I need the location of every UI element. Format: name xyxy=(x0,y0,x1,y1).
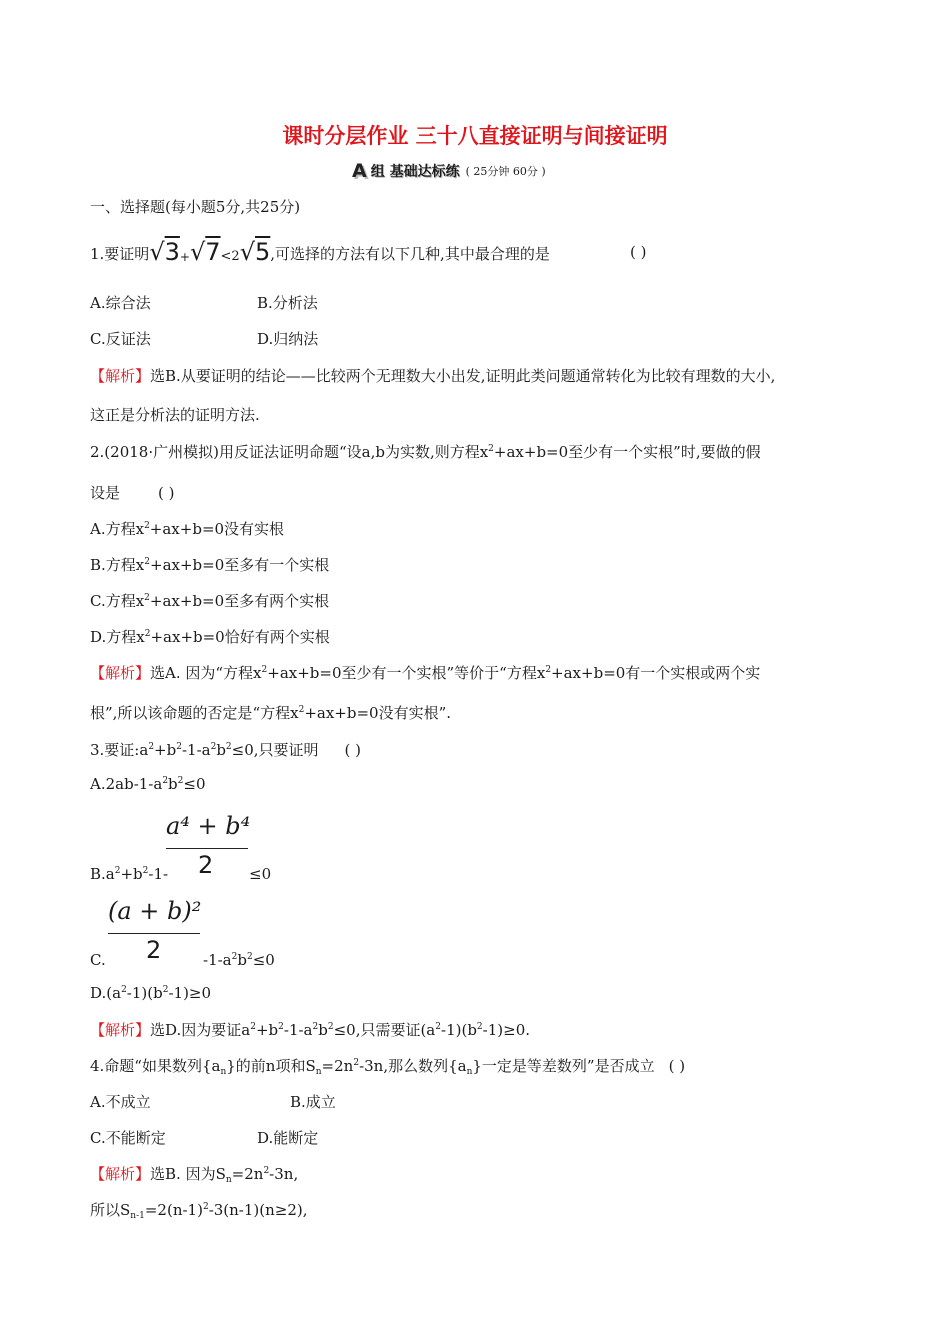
q4-explanation: 【解析】选B. 因为$S_n=2n^2-3n$, xyxy=(90,1165,299,1185)
q1-answer-bracket: ( ) xyxy=(630,243,647,261)
page-title: 课时分层作业 三十八直接证明与间接证明 xyxy=(282,124,668,148)
q3-b-fraction-denominator: 2 xyxy=(198,851,214,879)
group-badge: A xyxy=(352,160,367,182)
q1-suffix: ,可选择的方法有以下几种,其中最合理的是 xyxy=(270,245,550,263)
sqrt-7: √7 xyxy=(189,238,221,266)
jiexi-tag: 【解析】 xyxy=(90,664,151,682)
sqrt-3: √3 xyxy=(149,238,180,266)
question-3: 3.要证$:a^2+b^2-1-a^2b^2\le 0$,只要证明 ( ) xyxy=(90,741,362,759)
sqrt-5: √5 xyxy=(239,238,271,266)
q3-explanation: 【解析】选D.因为要证$a^2+b^2-1-a^2b^2\le 0$,只需要证$(a^2-1)(b^2-1)\ge 0$. xyxy=(90,1021,530,1039)
jiexi-tag: 【解析】 xyxy=(90,367,151,385)
section-heading: 一、选择题(每小题5分,共25分) xyxy=(90,198,301,216)
q4-option-d: D.能断定 xyxy=(257,1129,319,1147)
q2-option-b: B.方程$x^2+ax+b=0$至多有一个实根 xyxy=(90,556,330,574)
group-header xyxy=(352,160,546,182)
q3-b-fraction-numerator: a⁴ + b⁴ xyxy=(166,812,251,840)
q2-option-d: D.方程$x^2+ax+b=0$恰好有两个实根 xyxy=(90,628,330,646)
q1-option-d: D.归纳法 xyxy=(257,330,319,348)
question-1 xyxy=(90,240,550,264)
q3-option-d: $D.(a^2-1)(b^2-1)\ge 0$ xyxy=(90,984,212,1002)
jiexi-tag: 【解析】 xyxy=(90,1021,151,1039)
q2-option-a: A.方程$x^2+ax+b=0$没有实根 xyxy=(90,520,285,538)
q3-answer-bracket: ( ) xyxy=(344,741,362,759)
q2-answer-bracket: ( ) xyxy=(158,484,175,502)
q1-option-a: A.综合法 xyxy=(90,294,151,312)
q1-prefix: 1.要证明 xyxy=(90,245,150,263)
q3-option-c: C. xyxy=(90,951,106,969)
q3-option-b-tail: ≤0 xyxy=(249,865,272,883)
q4-answer-bracket: ( ) xyxy=(668,1057,686,1075)
jiexi-tag: 【解析】 xyxy=(90,1165,151,1183)
q4-option-c: C.不能断定 xyxy=(90,1129,166,1147)
plus-sign: + xyxy=(179,250,190,264)
q1-option-b: B.分析法 xyxy=(257,294,318,312)
q4-option-a: A.不成立 xyxy=(90,1093,151,1111)
q1-explanation-2: 这正是分析法的证明方法. xyxy=(90,406,260,424)
q2-option-c: C.方程$x^2+ax+b=0$至多有两个实根 xyxy=(90,592,330,610)
question-4: 4.命题“如果数列$\{a_n\}$的前n项和$S_n=2n^2-3n$,那么数列$\{a_n\}$一定是等差数列”是否成立 ( ) xyxy=(90,1057,686,1077)
q3-option-a: $A.2ab-1-a^2b^2\le 0$ xyxy=(90,775,206,793)
group-label: 组 基础达标练 xyxy=(370,164,460,180)
q3-b-fraction-bar xyxy=(166,848,248,849)
q3-c-fraction-numerator: (a + b)² xyxy=(108,897,202,925)
q3-option-b: $B.a^2+b^2-1-$ xyxy=(90,865,169,883)
question-2: 2.(2018·广州模拟)用反证法证明命题“设a,b为实数,则方程$x^2+ax+b=0$至少有一个实根”时,要做的假 xyxy=(90,443,761,461)
q2-explanation-2: 根”,所以该命题的否定是“方程$x^2+ax+b=0$没有实根”. xyxy=(90,704,452,722)
q4-option-b: B.成立 xyxy=(290,1093,336,1111)
question-2-line2: 设是 ( ) xyxy=(90,484,175,502)
group-time: ( 25分钟 60分 ) xyxy=(465,165,546,178)
q3-c-fraction-denominator: 2 xyxy=(146,936,162,964)
less-than-2: <2 xyxy=(220,249,240,264)
q3-option-c-tail: $-1-a^2b^2\le 0$ xyxy=(203,951,275,969)
q1-explanation: 【解析】选B.从要证明的结论——比较两个无理数大小出发,证明此类问题通常转化为比较有理数的大小, xyxy=(90,367,776,385)
q4-explanation-2: 所以$S_{n-1}=2(n-1)^2-3(n-1)(n\ge 2)$, xyxy=(90,1201,308,1221)
q3-c-fraction-bar xyxy=(108,933,200,934)
q1-option-c: C.反证法 xyxy=(90,330,151,348)
q2-explanation: 【解析】选A. 因为“方程$x^2+ax+b=0$至少有一个实根”等价于“方程$x^2+ax+b=0$有一个实根或两个实 xyxy=(90,664,761,682)
